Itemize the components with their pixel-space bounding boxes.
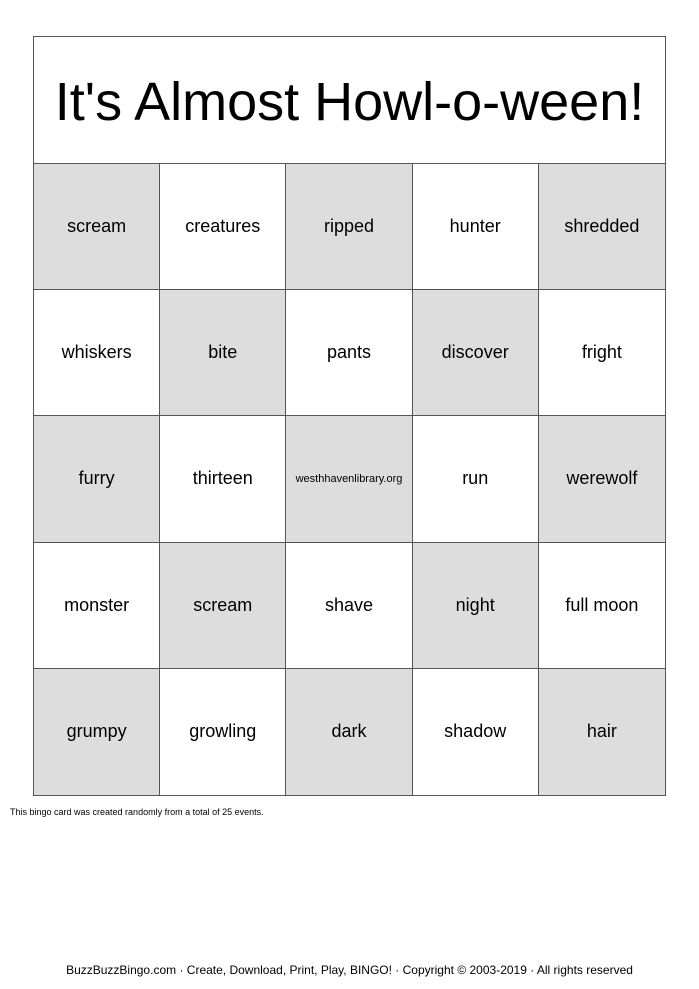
bingo-cell: shredded	[539, 164, 665, 290]
bingo-cell: run	[413, 416, 539, 542]
title-row	[34, 37, 665, 164]
bingo-cell: thirteen	[160, 416, 286, 542]
bingo-grid	[34, 164, 665, 795]
bingo-cell: creatures	[160, 164, 286, 290]
bingo-cell: werewolf	[539, 416, 665, 542]
bingo-cell: hair	[539, 669, 665, 795]
bingo-card	[33, 36, 666, 796]
bingo-cell: night	[413, 543, 539, 669]
bingo-cell: hunter	[413, 164, 539, 290]
bingo-cell: monster	[34, 543, 160, 669]
bingo-cell: scream	[34, 164, 160, 290]
page-footer: BuzzBuzzBingo.com · Create, Download, Print, Play, BINGO! · Copyright © 2003-2019 · All rights reserved	[66, 963, 633, 977]
bingo-cell: fright	[539, 290, 665, 416]
bingo-cell: bite	[160, 290, 286, 416]
bingo-cell: grumpy	[34, 669, 160, 795]
bingo-cell: growling	[160, 669, 286, 795]
bingo-cell: scream	[160, 543, 286, 669]
bingo-cell: full moon	[539, 543, 665, 669]
bingo-cell: furry	[34, 416, 160, 542]
bingo-cell: ripped	[286, 164, 412, 290]
free-space-cell: westhhavenlibrary.org	[286, 416, 412, 542]
bingo-cell: whiskers	[34, 290, 160, 416]
bingo-cell: shadow	[413, 669, 539, 795]
card-note: This bingo card was created randomly from a total of 25 events.	[10, 807, 264, 817]
bingo-cell: discover	[413, 290, 539, 416]
bingo-cell: pants	[286, 290, 412, 416]
bingo-cell: dark	[286, 669, 412, 795]
bingo-cell: shave	[286, 543, 412, 669]
card-title: It's Almost Howl-o-ween!	[54, 72, 645, 132]
